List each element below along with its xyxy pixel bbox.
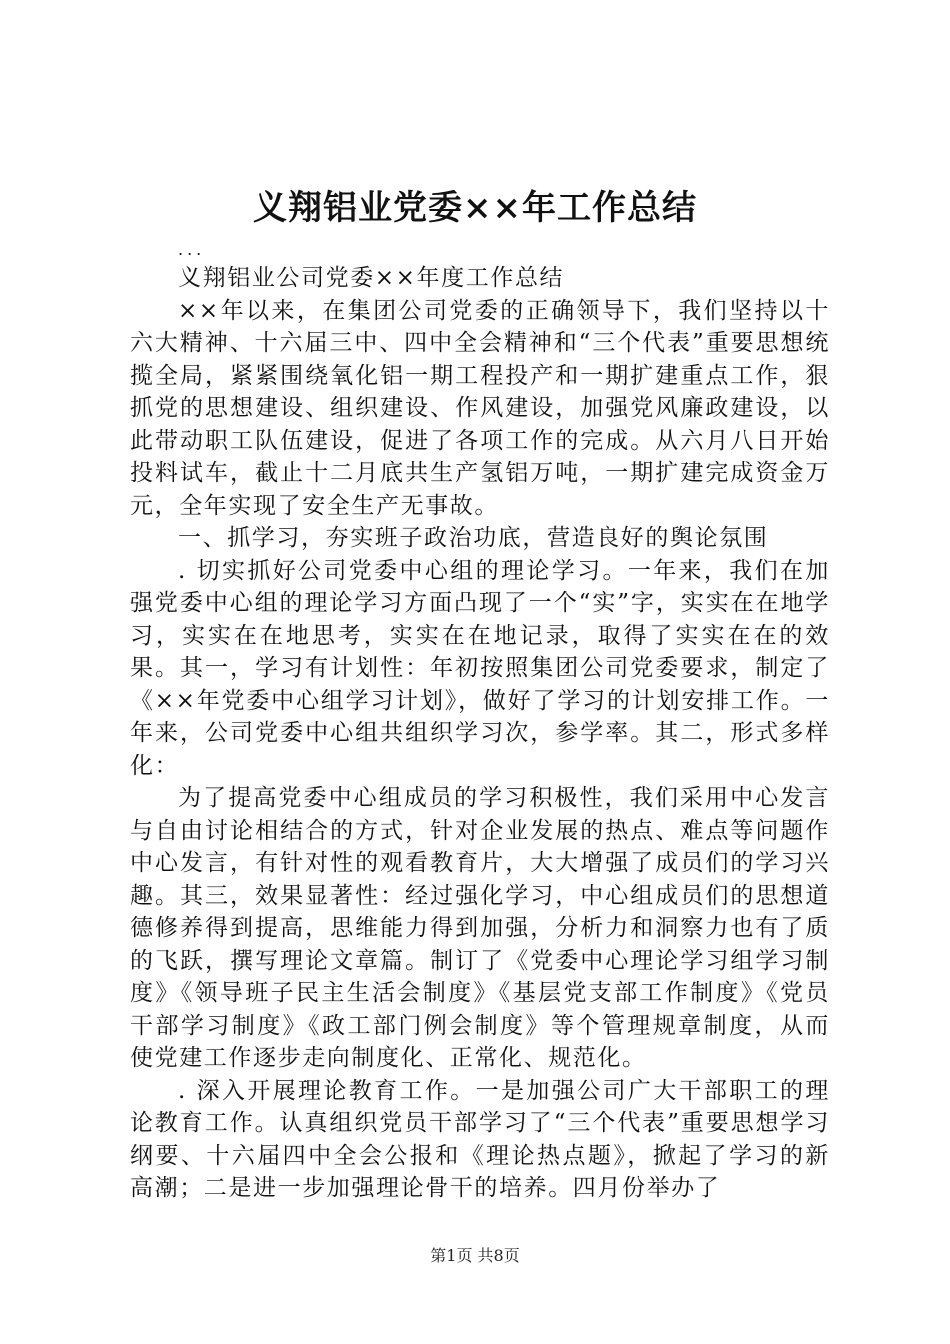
intro-paragraph: ××年以来，在集团公司党委的正确领导下，我们坚持以十六大精神、十六届三中、四中全会精神和“三个代表”重要思想统揽全局，紧紧围绕氧化铝一期工程投产和一期扩建重点工作，狠抓党的思想建设、组织建设、作风建设，加强党风廉政建设，以此带动职工队伍建设，促进了各项工作的完成。从六月八日开始投料试车，截止十二月底共生产氢铝万吨，一期扩建完成资金万元，全年实现了安全生产无事故。 [130,297,830,519]
section-heading: 一、抓学习，夯实班子政治功底，营造良好的舆论氛围 [178,525,769,551]
page-number-footer: 第1页 共8页 [430,1246,520,1265]
body-paragraph: 为了提高党委中心组成员的学习积极性，我们采用中心发言与自由讨论相结合的方式，针对企业发展的热点、难点等问题作中心发言，有针对性的观看教育片，大大增强了成员们的学习兴趣。其三，效果显著性：经过强化学习，中心组成员们的思想道德修养得到提高，思维能力得到加强，分析力和洞察力也有了质的飞跃，撰写理论文章篇。制订了《党委中心理论学习组学习制度》《领导班子民主生活会制度》《基层党支部工作制度》《党员干部学习制度》《政工部门例会制度》等个管理规章制度，从而使党建工作逐步走向制度化、正常化、规范化。 [130,785,830,1071]
subtitle-paragraph: 义翔铝业公司党委××年度工作总结 [178,265,565,291]
document-title: 义翔铝业党委××年工作总结 [253,188,697,228]
ellipsis-mark: ... [178,240,206,259]
body-paragraph: . 切实抓好公司党委中心组的理论学习。一年来，我们在加强党委中心组的理论学习方面凸现了一个“实”字，实实在在地学习，实实在在地思考，实实在在地记录，取得了实实在在的效果。其一，学习有计划性：年初按照集团公司党委要求，制定了《××年党委中心组学习计划》，做好了学习的计划安排工作。一年来，公司党委中心组共组织学习次，参学率。其二，形式多样化： [130,557,830,779]
body-paragraph: . 深入开展理论教育工作。一是加强公司广大干部职工的理论教育工作。认真组织党员干部学习了“三个代表”重要思想学习纲要、十六届四中全会公报和《理论热点题》，掀起了学习的新高潮；二是进一步加强理论骨干的培养。四月份举办了 [130,1077,830,1201]
document-body [130,238,830,1205]
